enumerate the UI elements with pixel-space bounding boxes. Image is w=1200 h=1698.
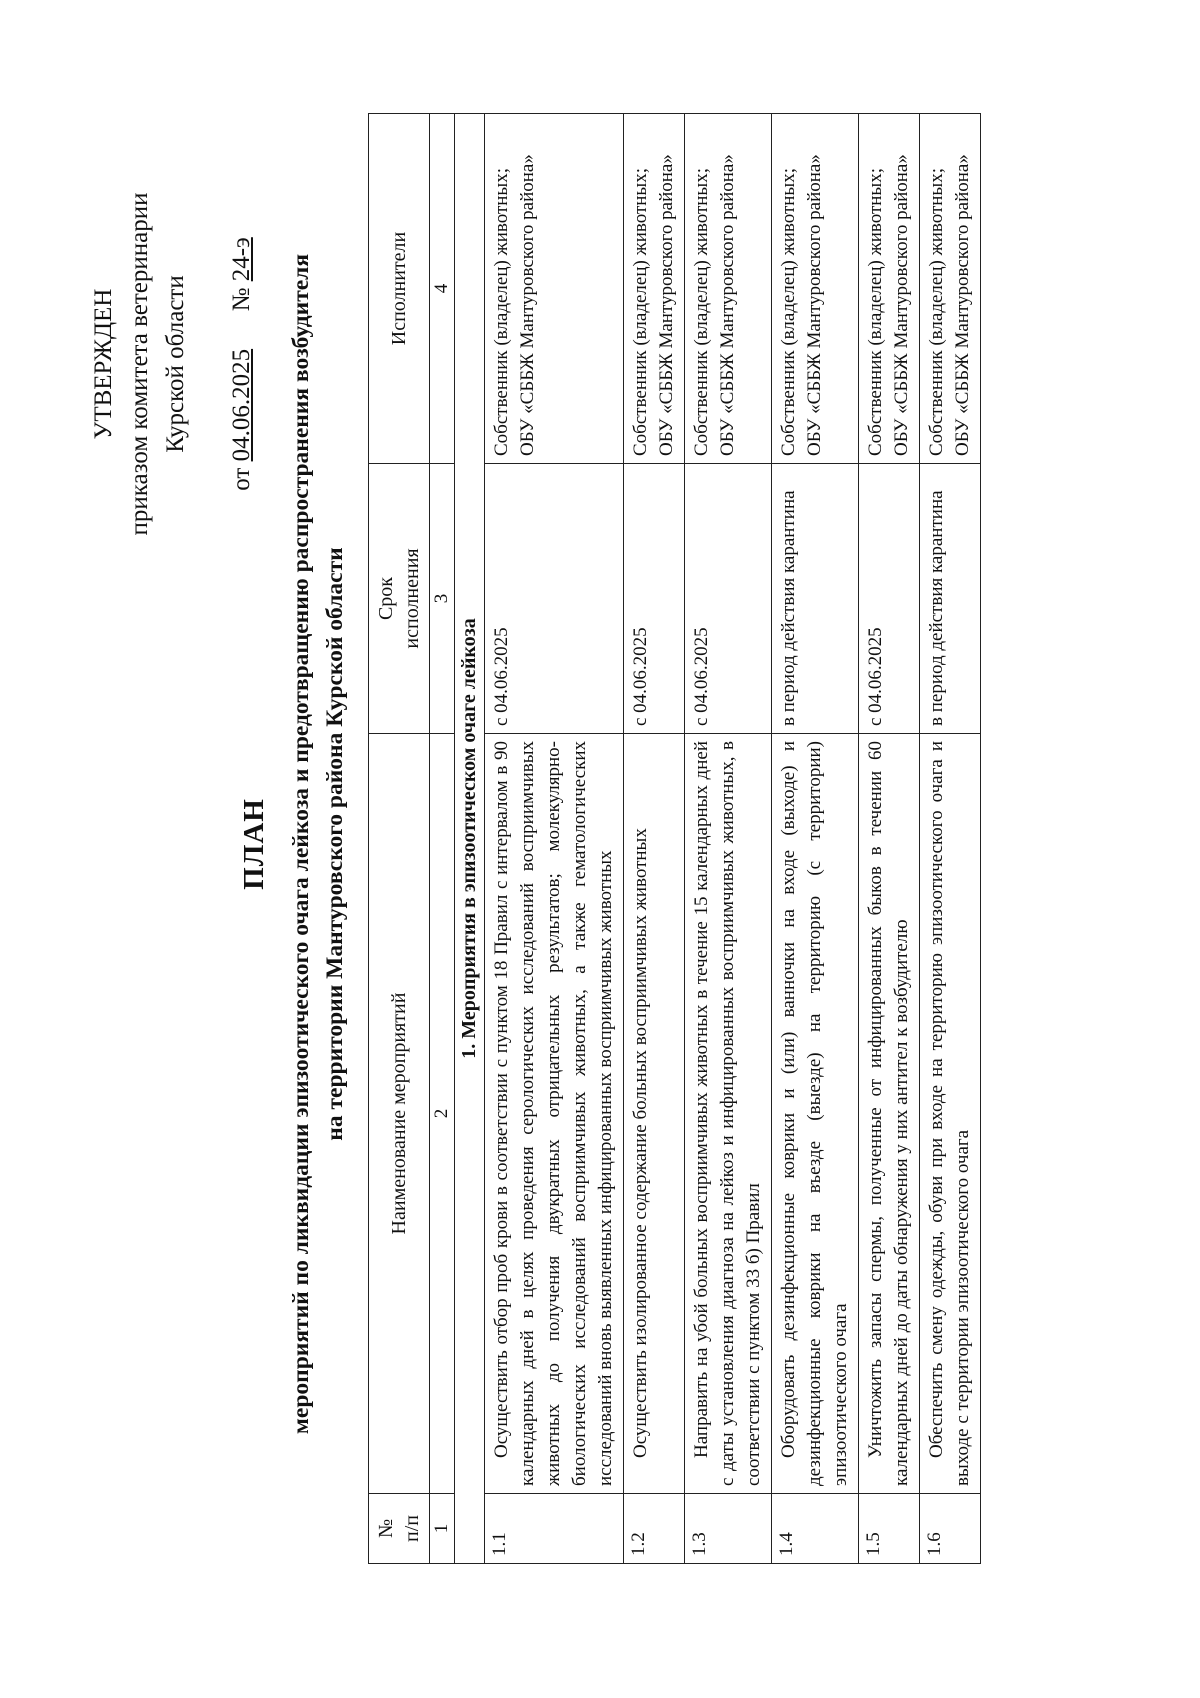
executor-line: ОБУ «СББЖ Мантуровского района» <box>656 154 677 456</box>
table-row <box>859 114 920 1564</box>
table-row <box>624 114 685 1564</box>
row-number: 1.6 <box>920 1494 981 1564</box>
row-term: в период действия карантина <box>772 464 859 734</box>
approval-number: 24-э <box>228 237 255 282</box>
row-term: с 04.06.2025 <box>485 464 624 734</box>
col-number: 1 <box>430 1494 455 1564</box>
row-measure: Уничтожить запасы спермы, полученные от инфицированных быков в течении 60 календарных дней до даты обнаружения у них антител к возбудителю <box>859 734 920 1494</box>
approval-date: 04.06.2025 <box>228 348 255 462</box>
approval-region: Курской области <box>162 275 189 453</box>
row-term: с 04.06.2025 <box>685 464 772 734</box>
row-executors <box>859 114 920 464</box>
col-number: 2 <box>430 734 455 1494</box>
row-executors <box>685 114 772 464</box>
approval-block <box>86 124 260 604</box>
section-title: 1. Мероприятия в эпизоотическом очаге лейкоза <box>455 114 485 1564</box>
row-term: в период действия карантина <box>920 464 981 734</box>
row-number: 1.1 <box>485 1494 624 1564</box>
row-number: 1.2 <box>624 1494 685 1564</box>
table-row <box>920 114 981 1564</box>
row-measure: Осуществить отбор проб крови в соответствии с пунктом 18 Правил с интервалом в 90 календарных дней в целях проведения серологических исследований восприимчивых животных до получения двукратных отрицательных результатов; молекулярно-биологических исследований восприимчивых животных, а также гематологических исследований вновь выявленных инфицированных восприимчивых животных <box>485 734 624 1494</box>
column-number-row <box>430 114 455 1564</box>
executor-line: Собственник (владелец) животных; <box>926 168 947 456</box>
plan-subtitle-line2: на территории Мантуровского района Курской области <box>322 547 348 1141</box>
header-exec: Исполнители <box>369 114 430 464</box>
row-number: 1.4 <box>772 1494 859 1564</box>
document-page <box>20 14 1180 1674</box>
executor-line: Собственник (владелец) животных; <box>778 168 799 456</box>
table-row <box>685 114 772 1564</box>
header-num: № п/п <box>369 1494 430 1564</box>
executor-line: Собственник (владелец) животных; <box>491 168 512 456</box>
row-executors <box>772 114 859 464</box>
row-number: 1.5 <box>859 1494 920 1564</box>
executor-line: ОБУ «СББЖ Мантуровского района» <box>952 154 973 456</box>
plan-subtitle-line1: мероприятий по ликвидации эпизоотического очага лейкоза и предотвращению распространения возбудителя <box>288 253 314 1435</box>
row-measure: Осуществить изолированное содержание больных восприимчивых животных <box>624 734 685 1494</box>
executor-line: Собственник (владелец) животных; <box>865 168 886 456</box>
table-header-row <box>369 114 430 1564</box>
approval-date-prefix: от <box>228 467 255 491</box>
approval-heading: УТВЕРЖДЕН <box>90 288 117 440</box>
row-executors <box>485 114 624 464</box>
row-measure: Оборудовать дезинфекционные коврики и (или) ванночки на входе (выходе) и дезинфекционные коврики на въезде (выезде) на территорию (с территории) эпизоотического очага <box>772 734 859 1494</box>
row-executors <box>920 114 981 464</box>
executor-line: ОБУ «СББЖ Мантуровского района» <box>804 154 825 456</box>
header-name: Наименование мероприятий <box>369 734 430 1494</box>
executor-line: ОБУ «СББЖ Мантуровского района» <box>891 154 912 456</box>
executor-line: ОБУ «СББЖ Мантуровского района» <box>717 154 738 456</box>
table-row <box>485 114 624 1564</box>
plan-title: ПЛАН <box>238 798 270 890</box>
row-term: с 04.06.2025 <box>859 464 920 734</box>
header-term: Срок исполнения <box>369 464 430 734</box>
row-measure: Обеспечить смену одежды, обуви при входе на территорию эпизоотического очага и выходе с территории эпизоотического очага <box>920 734 981 1494</box>
measures-table <box>368 113 981 1564</box>
row-number: 1.3 <box>685 1494 772 1564</box>
plan-subtitle <box>284 14 352 1674</box>
executor-line: ОБУ «СББЖ Мантуровского района» <box>517 154 538 456</box>
approval-number-sign: № <box>228 287 255 312</box>
executor-line: Собственник (владелец) животных; <box>630 168 651 456</box>
executor-line: Собственник (владелец) животных; <box>691 168 712 456</box>
row-term: с 04.06.2025 <box>624 464 685 734</box>
col-number: 4 <box>430 114 455 464</box>
approval-order: приказом комитета ветеринарии <box>126 192 153 536</box>
row-measure: Направить на убой больных восприимчивых животных в течение 15 календарных дней с даты установления диагноза на лейкоз и инфицированных восприимчивых животных, в соответствии с пунктом 33 б) Правил <box>685 734 772 1494</box>
table-row <box>772 114 859 1564</box>
section-row <box>455 114 485 1564</box>
col-number: 3 <box>430 464 455 734</box>
row-executors <box>624 114 685 464</box>
